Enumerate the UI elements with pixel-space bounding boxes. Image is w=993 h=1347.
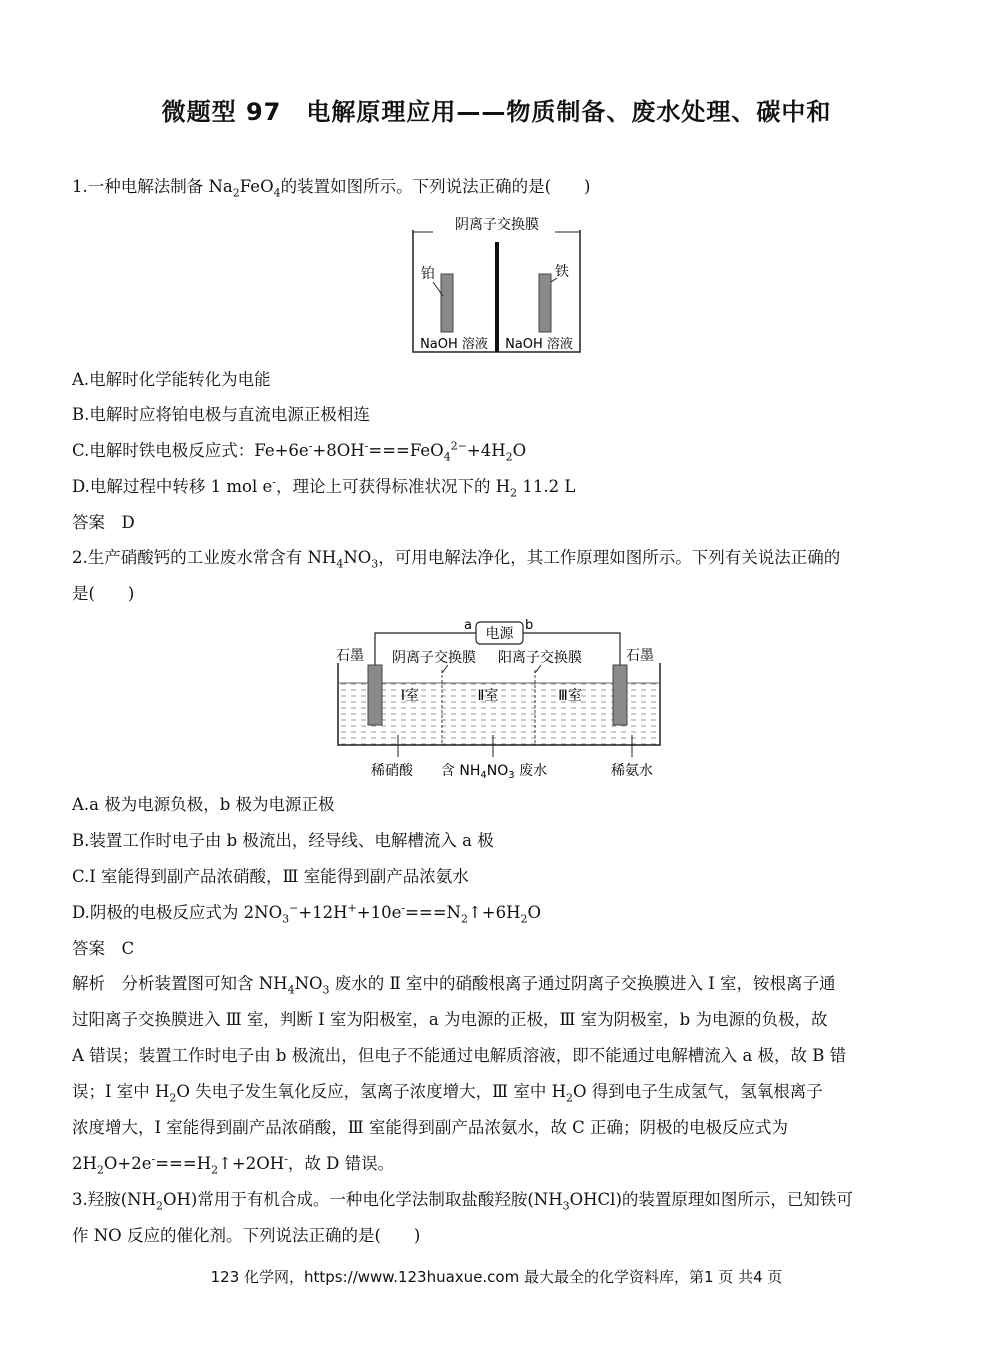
q2-left-graphite-electrode <box>368 665 382 725</box>
q2-room2-label: Ⅱ室 <box>477 688 499 704</box>
q3-stem: 3.羟胺$(NH_2OH)$常用于有机合成。一种电化学法制取盐酸羟胺$(NH_3OHCl)$的装置原理如图所示，已知铁可 作 NO 反应的催化剂。下列说法正确的是( ) <box>72 1190 853 1245</box>
q2-right-graphite-electrode <box>613 665 627 725</box>
q1-electrolysis-diagram <box>405 212 590 357</box>
q2-anion-membrane-label: 阴离子交换膜 <box>392 650 476 666</box>
q2-bottom-mid-label: 含 $NH_4NO_3$ 废水 <box>440 763 548 781</box>
q2-bottom-left-label: 稀硝酸 <box>371 763 413 779</box>
q1-left-solution-label: NaOH 溶液 <box>420 337 488 352</box>
q2-terminal-a: a <box>464 618 472 633</box>
q2-answer: 答案 C <box>72 939 135 958</box>
q2-room3-label: Ⅲ室 <box>558 688 582 704</box>
q1-right-solution-label: NaOH 溶液 <box>505 337 573 352</box>
page-title: 微题型 97 电解原理应用——物质制备、废水处理、碳中和 <box>161 98 832 126</box>
q1-stem: 1.一种电解法制备 $Na_2FeO_4$的装置如图所示。下列说法正确的是( ) <box>72 177 591 200</box>
q1-right-electrode <box>539 274 551 332</box>
q2-bottom-right-label: 稀氨水 <box>611 763 653 779</box>
q2-power-label: 电源 <box>485 626 514 642</box>
q2-terminal-b: b <box>525 618 534 633</box>
q1-option-b: B.电解时应将铂电极与直流电源正极相连 <box>72 405 370 424</box>
q1-membrane-label: 阴离子交换膜 <box>455 217 539 233</box>
q1-right-electrode-label: 铁 <box>555 264 569 280</box>
q2-option-b: B.装置工作时电子由 b 极流出，经导线、电解槽流入 a 极 <box>72 831 494 850</box>
q2-cation-membrane-label: 阳离子交换膜 <box>498 650 582 666</box>
q2-electrolysis-diagram <box>330 615 670 785</box>
q2-stem-row1: 2.生产硝酸钙的工业废水常含有 $NH_4NO_3$，可用电解法净化，其工作原理如图所示。下列有关说法正确的 <box>72 548 841 571</box>
q2-stem-row2: 是( ) <box>72 584 135 603</box>
q2-option-a: A.a 极为电源负极，b 极为电源正极 <box>72 795 335 814</box>
q2-left-graphite-label: 石墨 <box>336 648 364 664</box>
q2-right-graphite-label: 石墨 <box>626 648 654 664</box>
q1-left-electrode-label: 铂 <box>421 266 435 282</box>
q2-room1-label: Ⅰ室 <box>400 688 420 704</box>
q1-answer: 答案 D <box>72 513 135 532</box>
q2-option-c: C.Ⅰ 室能得到副产品浓硝酸，Ⅲ 室能得到副产品浓氨水 <box>72 867 469 886</box>
q2-analysis: 解析 分析装置图可知含 $NH_4NO_3$ 废水的 Ⅱ 室中的硝酸根离子通过阴离子交换膜进入 Ⅰ 室，铵根离子通 过阳离子交换膜进入 Ⅲ 室，判断 Ⅰ 室为阳极室，a 为电源的正极，Ⅲ 室为阴极室，b 为电源的负极，故 A 错误；装置工作时电子由 b 极流出，但电子不能通过电解质溶液，即不能通过电解槽流入 a 极，故 B 错 误；Ⅰ 室中 $H_2O$ 失电子发生氧化反应，氢离子浓度增大，Ⅲ 室中 $H_2O$ 得到电子生成氢气，氢氧根离子 浓度增大，Ⅰ 室能得到副产品浓硝酸，Ⅲ 室能得到副产品浓氨水，故 C 正确；阴极的电极反应式为 $2H_2O+2e^-===H_2↑+2OH^-$，故 D 错误。 <box>72 974 847 1177</box>
q1-option-d: D.电解过程中转移 1 mol e-，理论上可获得标准状况下的 $H_2$ 11.2 L <box>72 475 576 500</box>
page-footer: 123 化学网，https://www.123huaxue.com 最大最全的化学资料库，第1 页 共4 页 <box>210 1268 783 1286</box>
q1-option-a: A.电解时化学能转化为电能 <box>72 370 271 389</box>
q2-option-d: D.阴极的电极反应式为 $2NO_3^-+12H^++10e^-===N_2↑+6H_2O$ <box>72 901 542 926</box>
q1-left-electrode <box>441 274 453 332</box>
q1-option-c: C.电解时铁电极反应式：$Fe+6e^-+8OH^-===FeO_4^{2-}+4H_2O$ <box>72 439 527 464</box>
